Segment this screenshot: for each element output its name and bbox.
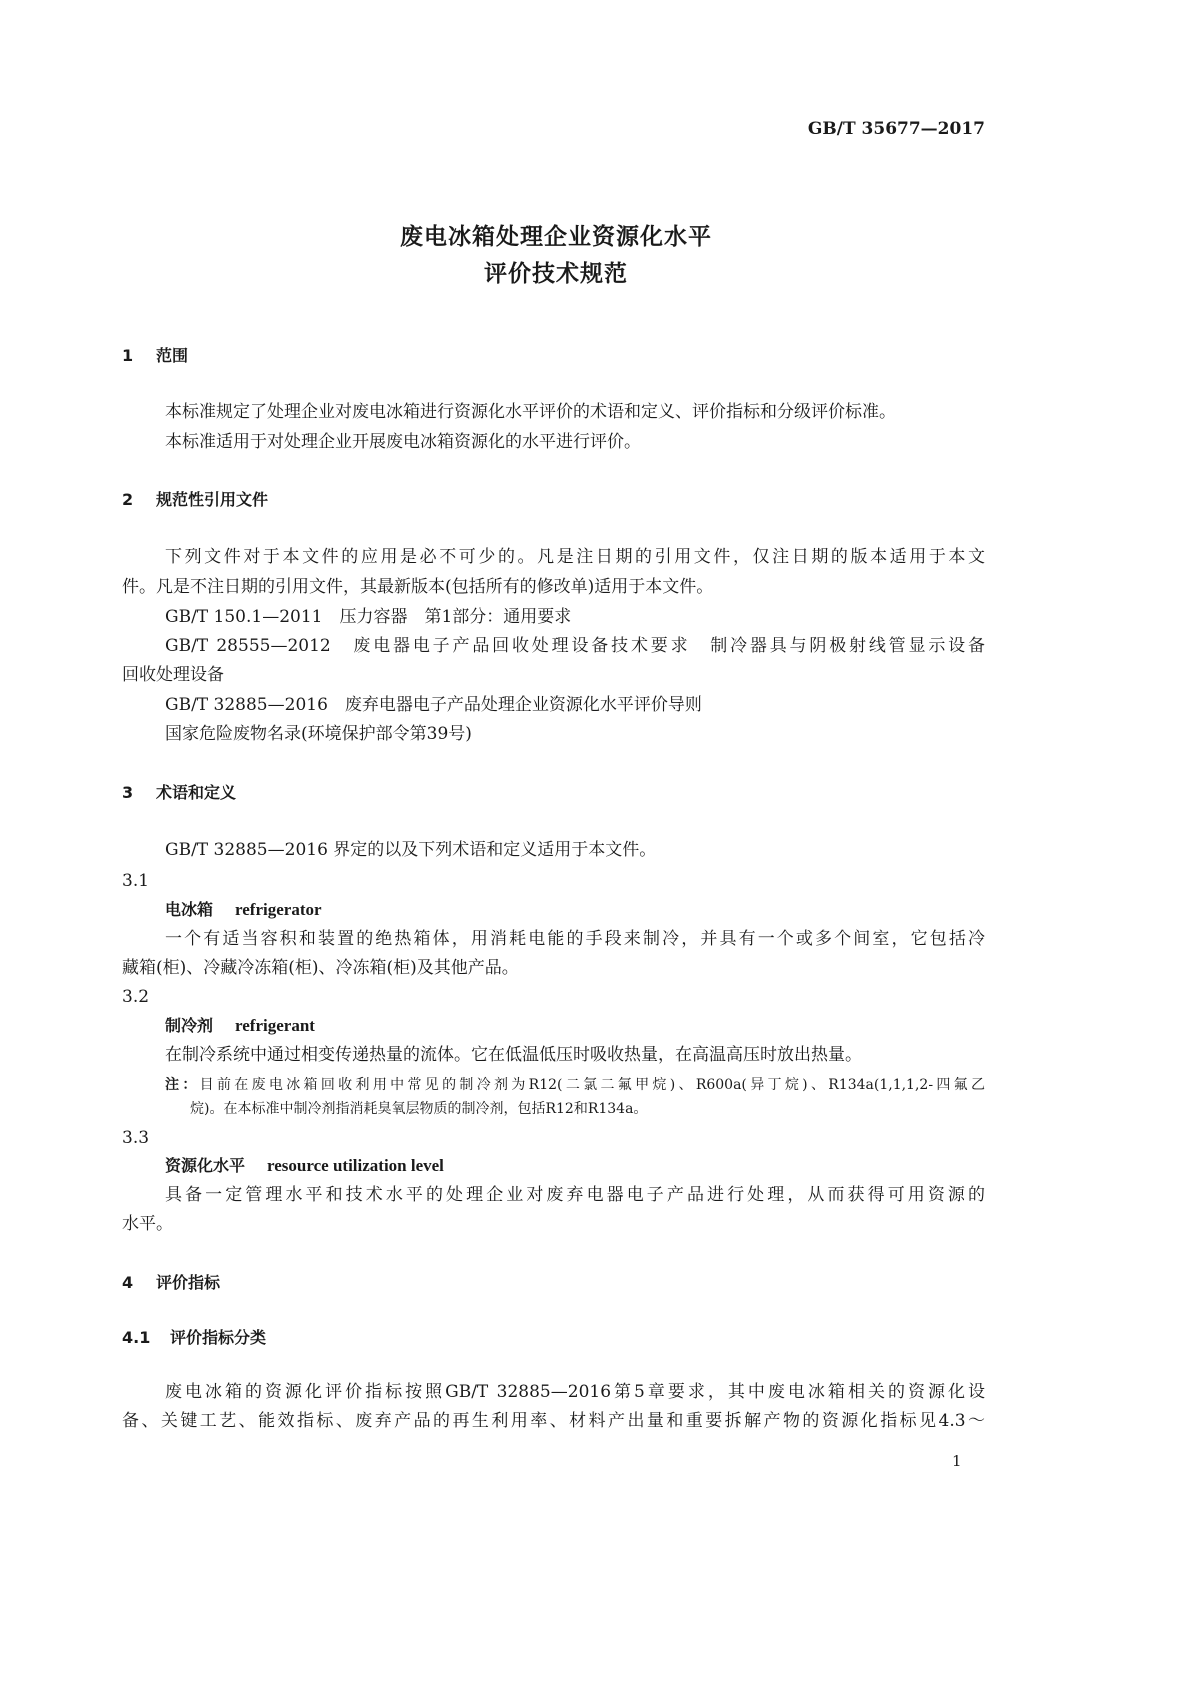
- section-number: 1: [122, 346, 134, 365]
- reference-item-cont: 回收处理设备: [122, 665, 224, 685]
- note-text: 目前在废电冰箱回收利用中常见的制冷剂为R12(二氯二氟甲烷)、R600a(异丁烷)、R134a(1,1,1,2-四氟乙: [199, 1077, 986, 1093]
- paragraph: 件。凡是不注日期的引用文件，其最新版本(包括所有的修改单)适用于本文件。: [122, 577, 714, 597]
- definition: 具备一定管理水平和技术水平的处理企业对废弃电器电子产品进行处理，从而获得可用资源的: [165, 1185, 985, 1205]
- document-title-line1: 废电冰箱处理企业资源化水平: [400, 224, 712, 250]
- subsection-4-1-heading: [122, 1327, 266, 1349]
- paragraph: GB/T 32885—2016 界定的以及下列术语和定义适用于本文件。: [165, 840, 657, 860]
- section-title: 规范性引用文件: [156, 490, 269, 509]
- term-heading: [165, 899, 322, 921]
- section-title: 评价指标分类: [170, 1328, 267, 1347]
- section-number: 2: [122, 490, 134, 509]
- paragraph: 废电冰箱的资源化评价指标按照GB/T 32885—2016第5章要求，其中废电冰箱相关的资源化设: [165, 1382, 985, 1402]
- term-en: refrigerator: [235, 900, 322, 919]
- term-heading: [165, 1015, 315, 1037]
- paragraph: 本标准适用于对处理企业开展废电冰箱资源化的水平进行评价。: [165, 432, 641, 452]
- term-en: resource utilization level: [267, 1156, 444, 1175]
- paragraph-cont: 备、关键工艺、能效指标、废弃产品的再生利用率、材料产出量和重要拆解产物的资源化指标见4.3～: [122, 1411, 985, 1431]
- definition: 在制冷系统中通过相变传递热量的流体。它在低温低压时吸收热量，在高温高压时放出热量。: [165, 1045, 862, 1065]
- term-zh: 制冷剂: [165, 1016, 214, 1035]
- paragraph: 下列文件对于本文件的应用是必不可少的。凡是注日期的引用文件，仅注日期的版本适用于本文: [165, 547, 985, 567]
- term-heading: [165, 1155, 444, 1177]
- paragraph: 本标准规定了处理企业对废电冰箱进行资源化水平评价的术语和定义、评价指标和分级评价标准。: [165, 402, 896, 422]
- note: [165, 1074, 985, 1096]
- term-zh: 电冰箱: [165, 900, 214, 919]
- section-number: 4.1: [122, 1328, 151, 1347]
- term-zh: 资源化水平: [165, 1156, 246, 1175]
- section-2-heading: [122, 489, 268, 511]
- section-1-heading: [122, 345, 188, 367]
- section-title: 范围: [156, 346, 189, 365]
- reference-item: GB/T 28555—2012 废电器电子产品回收处理设备技术要求 制冷器具与阴极射线管显示设备: [165, 636, 985, 656]
- term-number: 3.2: [122, 987, 150, 1007]
- definition-cont: 水平。: [122, 1214, 173, 1234]
- reference-item: GB/T 32885—2016 废弃电器电子产品处理企业资源化水平评价导则: [165, 695, 702, 715]
- note-label: 注：: [165, 1077, 200, 1093]
- reference-item: GB/T 150.1—2011 压力容器 第1部分：通用要求: [165, 607, 572, 627]
- section-3-heading: [122, 782, 236, 804]
- term-number: 3.1: [122, 871, 150, 891]
- section-title: 评价指标: [156, 1273, 221, 1292]
- note-cont: 烷)。在本标准中制冷剂指消耗臭氧层物质的制冷剂，包括R12和R134a。: [190, 1101, 648, 1117]
- term-en: refrigerant: [235, 1016, 315, 1035]
- page-number: 1: [952, 1452, 962, 1470]
- section-title: 术语和定义: [156, 783, 237, 802]
- section-number: 4: [122, 1273, 134, 1292]
- section-number: 3: [122, 783, 134, 802]
- definition: 一个有适当容积和装置的绝热箱体，用消耗电能的手段来制冷，并具有一个或多个间室，它包括冷: [165, 929, 985, 949]
- standard-code: GB/T 35677—2017: [807, 119, 985, 139]
- document-title-line2: 评价技术规范: [484, 261, 628, 287]
- section-4-heading: [122, 1272, 220, 1294]
- term-number: 3.3: [122, 1128, 150, 1148]
- definition-cont: 藏箱(柜)、冷藏冷冻箱(柜)、冷冻箱(柜)及其他产品。: [122, 958, 519, 978]
- reference-item: 国家危险废物名录(环境保护部令第39号): [165, 724, 472, 744]
